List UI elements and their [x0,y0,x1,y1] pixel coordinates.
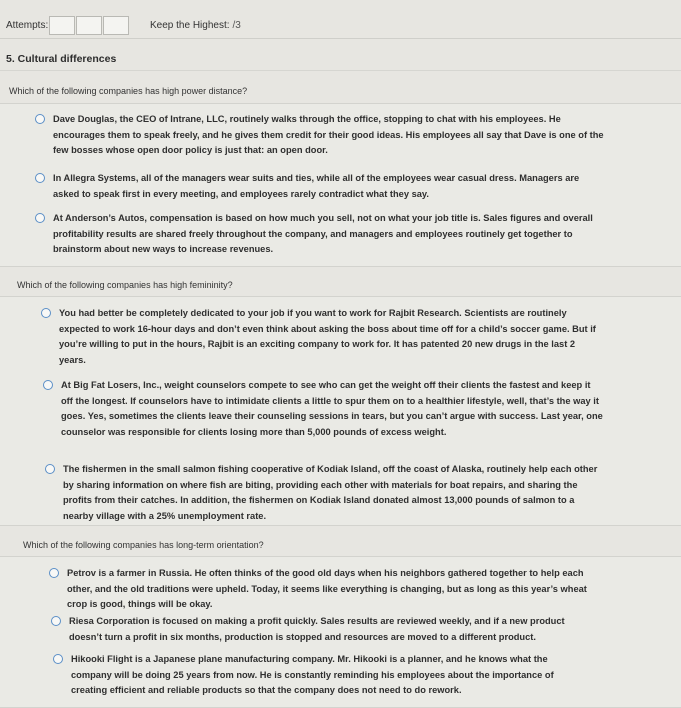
attempt-box [76,16,102,35]
option-text: Petrov is a farmer in Russia. He often thinks of the good old days when his neighbors gathered together to help each other, and the old traditions were upheld. Today, it seems like everything is changing, but as long as this year’s wheat crop is good, things will be okay. [67,568,587,609]
answer-option[interactable] [51,614,596,645]
section-title: 5. Cultural differences [6,53,117,65]
answer-option[interactable] [43,378,603,440]
radio-button[interactable] [53,654,63,664]
question-prompt: Which of the following companies has high power distance? [9,86,248,96]
option-text: Hikooki Flight is a Japanese plane manufacturing company. Mr. Hikooki is a planner, and he knows what the company will be doing 25 years from now. He is constantly reminding his employees about the importance of creating efficient and reliable products so that the company does not need to do rework. [71,654,554,695]
question-prompt: Which of the following companies has long-term orientation? [23,540,264,550]
question-prompt: Which of the following companies has high femininity? [17,280,233,290]
header-divider [0,38,681,39]
radio-button[interactable] [43,380,53,390]
radio-button[interactable] [41,308,51,318]
attempts-label: Attempts: [6,20,49,31]
option-text: You had better be completely dedicated to your job if you want to work for Rajbit Research. Scientists are routinely expected to work 16-hour days and don’t even think about asking the boss about time off for a child’s soccer game. But if you’re willing to put in the hours, Rajbit is an exciting company to work for. It has patented 20 new drugs in the last 2 years. [59,308,596,365]
radio-button[interactable] [45,464,55,474]
answer-option[interactable] [35,112,615,159]
answer-option[interactable] [41,306,601,368]
option-text: Riesa Corporation is focused on making a profit quickly. Sales results are reviewed weekly, and if a new product doesn’t turn a profit in six months, production is stopped and resources are moved to a different product. [69,616,565,642]
answer-option[interactable] [35,211,615,258]
attempt-indicators [49,16,130,35]
answer-option[interactable] [35,171,583,202]
radio-button[interactable] [51,616,61,626]
radio-button[interactable] [35,213,45,223]
answer-option[interactable] [49,566,589,613]
attempt-box [49,16,75,35]
answer-option[interactable] [45,462,598,524]
option-text: The fishermen in the small salmon fishing cooperative of Kodiak Island, off the coast of Alaska, routinely help each other by sharing information on where fish are biting, providing each other with materials for boat repairs, and sharing the profits from their catches. In addition, the fishermen on Kodiak Island donated almost 13,000 pounds of salmon to a nearby village with a 25% unemployment rate. [63,464,598,521]
radio-button[interactable] [49,568,59,578]
radio-button[interactable] [35,173,45,183]
keep-highest-score: /3 [232,20,241,31]
option-text: At Anderson’s Autos, compensation is based on how much you sell, not on what your job title is. Sales figures and overall profitability results are shared freely throughout the company, and managers and employees routinely get together to brainstorm about new ways to increase revenues. [53,213,593,254]
option-text: At Big Fat Losers, Inc., weight counselors compete to see who can get the weight off their clients the fastest and keep it off the longest. If counselors have to intimidate clients a little to spur them on to a healthier lifestyle, well, that’s the way it goes. Yes, sometimes the clients leave their counseling sessions in tears, but you can’t argue with success. Last year, one counselor was responsible for clients losing more than 5,000 pounds of excess weight. [61,380,603,437]
option-text: In Allegra Systems, all of the managers wear suits and ties, while all of the employees wear casual dress. Managers are asked to speak first in every meeting, and employees rarely contradict what they say. [53,173,580,199]
answer-option[interactable] [53,652,578,699]
attempts-bar [0,6,681,40]
keep-highest-label: Keep the Highest: [150,20,230,31]
radio-button[interactable] [35,114,45,124]
section-divider [0,70,681,71]
option-text: Dave Douglas, the CEO of Intrane, LLC, routinely walks through the office, stopping to chat with his employees. He encourages them to speak freely, and he gives them credit for their good ideas. His employees all say that Dave is one of the few bosses whose open door policy is just that: an open door. [53,114,604,155]
keep-highest [150,20,241,31]
attempt-box [103,16,129,35]
